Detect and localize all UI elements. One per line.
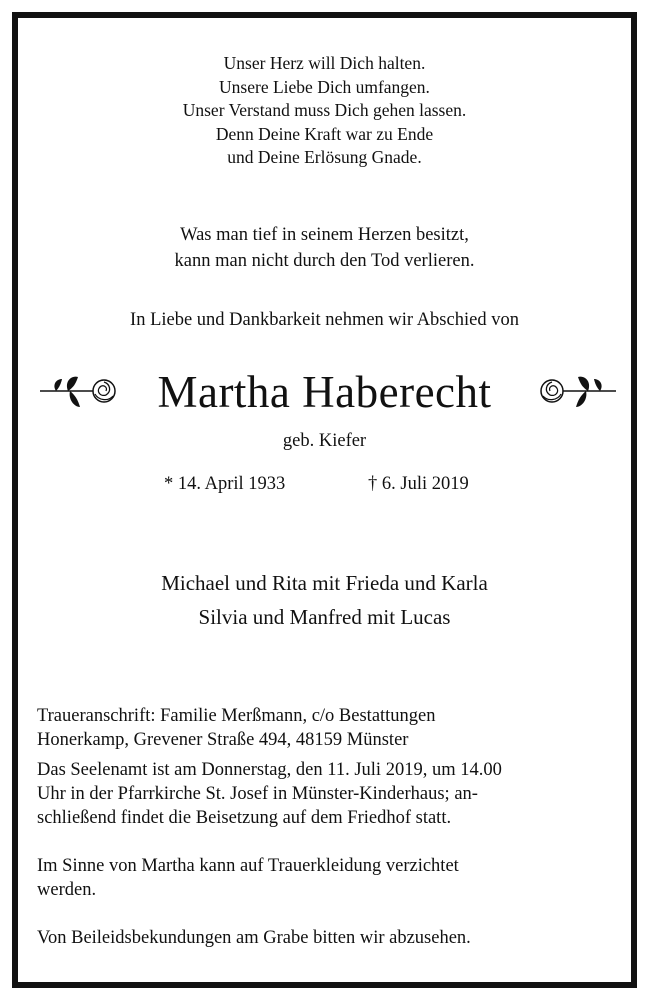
condolence-note: Von Beileidsbekundungen am Grabe bitten wir abzusehen.: [37, 928, 471, 948]
mourning-address: [37, 704, 613, 752]
dress-code-note: [37, 854, 613, 902]
rose-right-icon: [538, 367, 618, 415]
verse-poem: [18, 52, 631, 170]
service-info: [37, 758, 613, 830]
verse-line: Denn Deine Kraft war zu Ende: [215, 123, 434, 144]
family-list: [18, 566, 631, 634]
deceased-name: Martha Haberecht: [157, 367, 492, 417]
address-line: Honerkamp, Grevener Straße 494, 48159 Münster: [37, 730, 409, 750]
verse-line: Unser Verstand muss Dich gehen lassen.: [182, 100, 467, 120]
death-date: † 6. Juli 2019: [368, 474, 469, 494]
birth-name: geb. Kiefer: [282, 431, 367, 451]
verse-line: Unser Herz will Dich halten.: [223, 53, 426, 73]
verse-line: und Deine Erlösung Gnade.: [227, 147, 422, 167]
obituary-frame: [12, 12, 637, 988]
family-line: Michael und Rita mit Frieda und Karla: [161, 571, 488, 595]
dress-line: Im Sinne von Martha kann auf Trauerkleidung verzichtet: [37, 856, 459, 876]
dress-line: werden.: [37, 880, 97, 900]
name-row: [18, 361, 631, 423]
farewell-intro: In Liebe und Dankbarkeit nehmen wir Abschied von: [130, 310, 519, 330]
service-line: Uhr in der Pfarrkirche St. Josef in Münster-Kinderhaus; an-: [37, 784, 478, 804]
address-line: Traueranschrift: Familie Merßmann, c/o Bestattungen: [37, 706, 436, 726]
service-line: schließend findet die Beisetzung auf dem Friedhof statt.: [37, 808, 452, 828]
verse-line: Unsere Liebe Dich umfangen.: [219, 76, 430, 97]
quote-line: Was man tief in seinem Herzen besitzt,: [180, 225, 469, 245]
service-line: Das Seelenamt ist am Donnerstag, den 11. Juli 2019, um 14.00: [37, 760, 502, 780]
rose-left-icon: [38, 367, 118, 415]
quote-line: kann man nicht durch den Tod verlieren.: [174, 251, 475, 271]
birth-date: * 14. April 1933: [164, 474, 286, 494]
verse-quote: [18, 222, 631, 274]
family-line: Silvia und Manfred mit Lucas: [198, 605, 451, 629]
